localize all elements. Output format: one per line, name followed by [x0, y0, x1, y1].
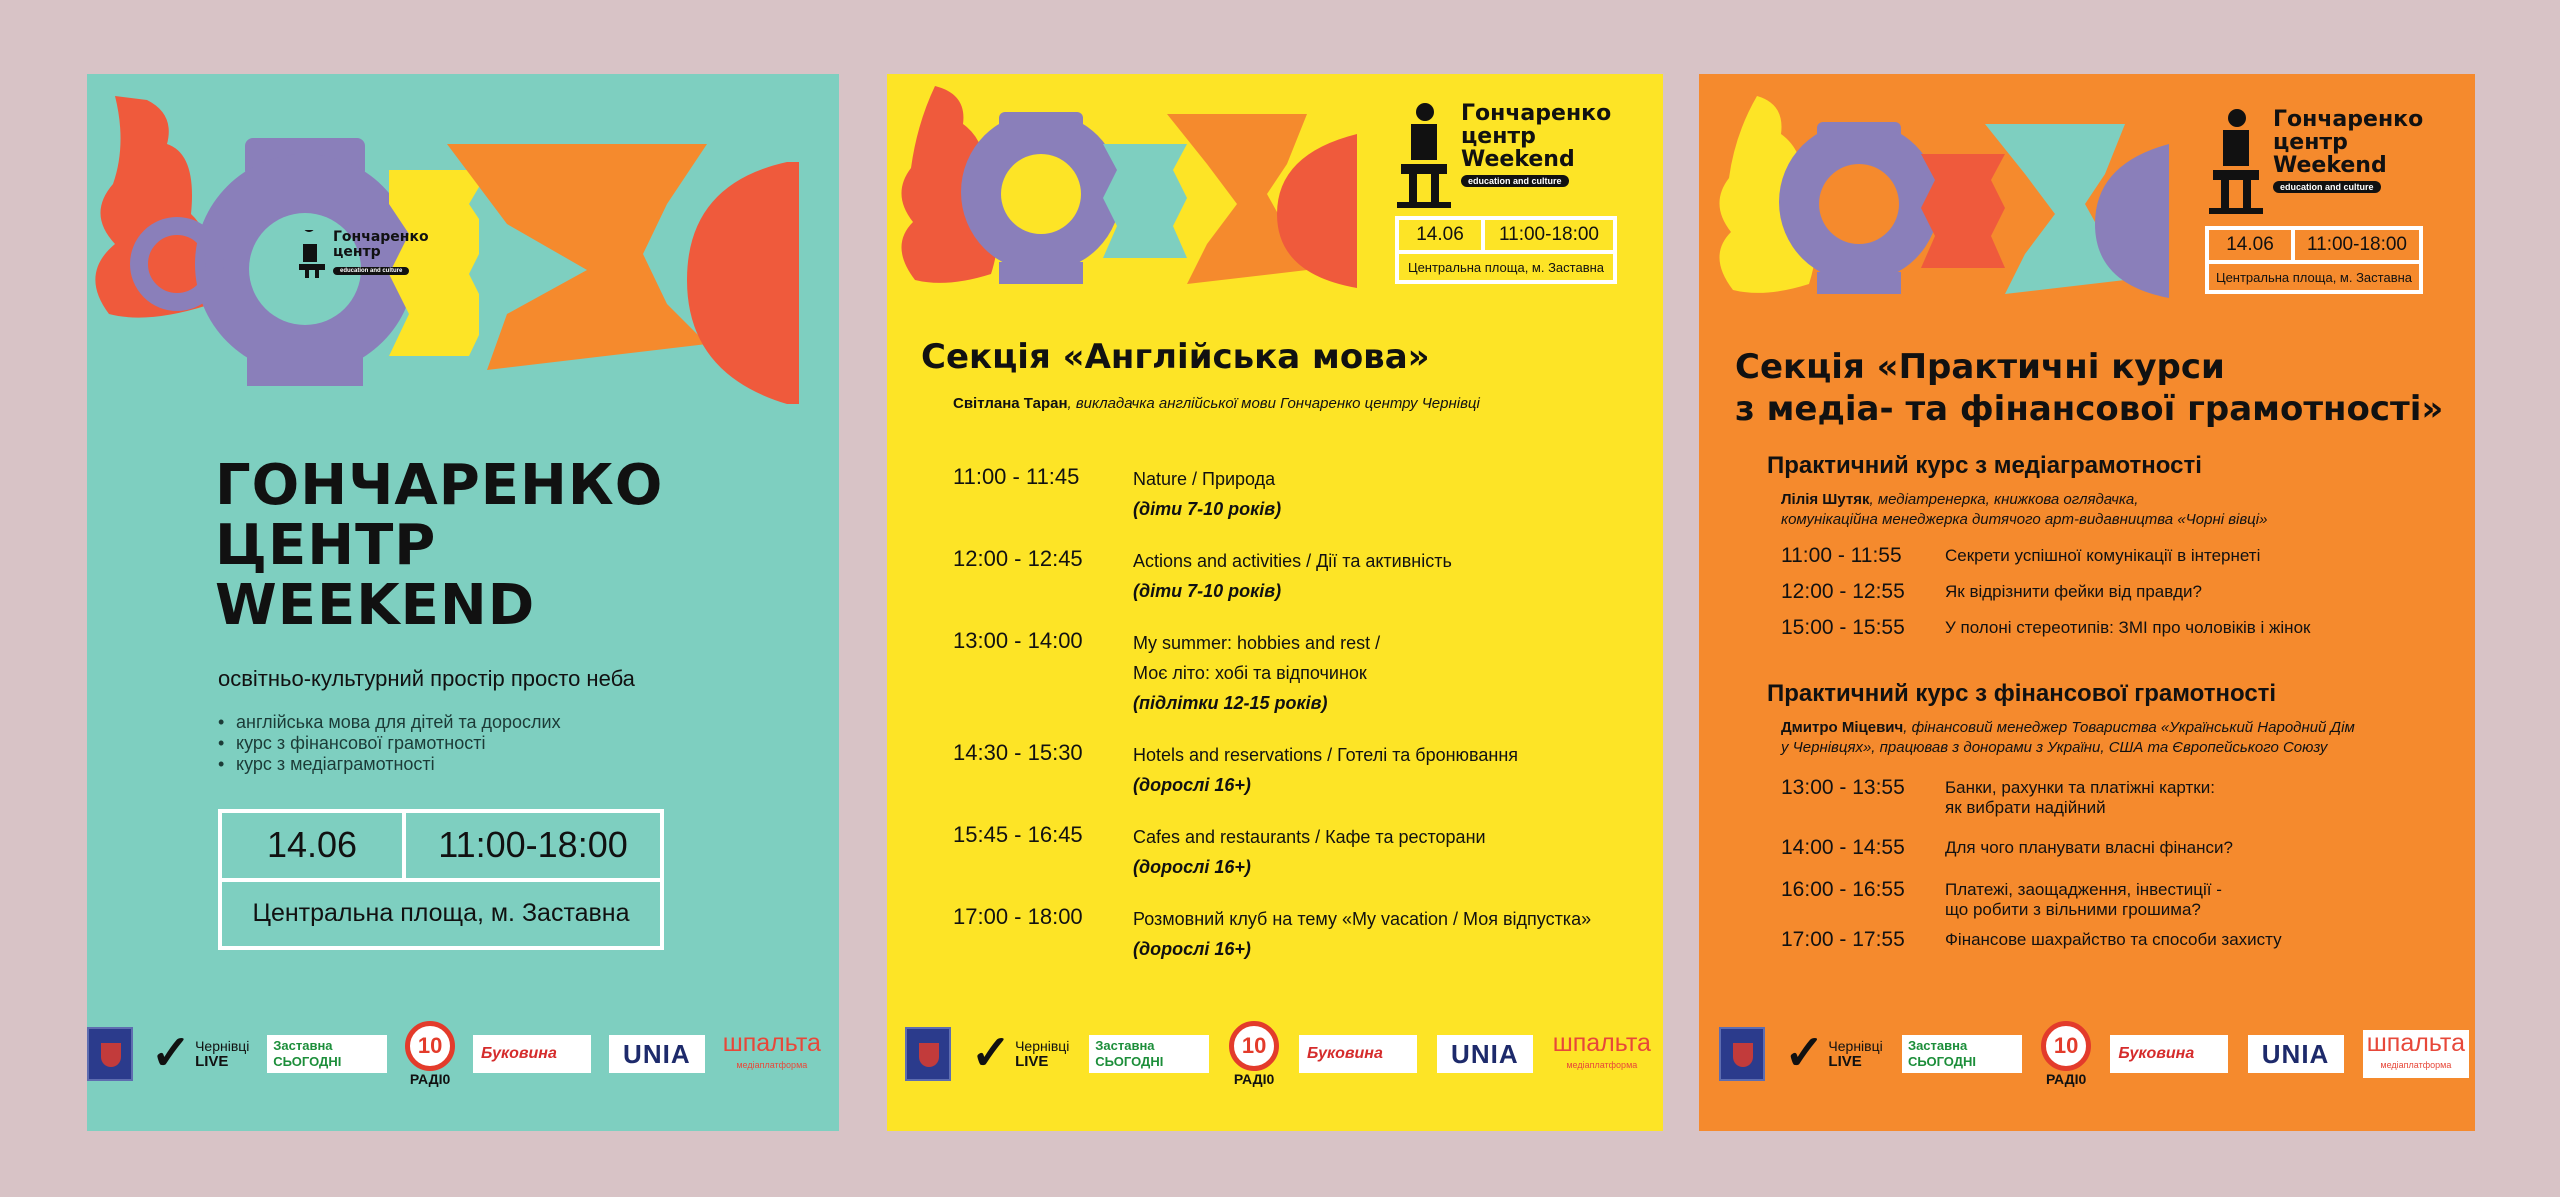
event-date: 14.06 [220, 811, 404, 880]
topic-audience: (діти 7-10 років) [1133, 499, 1282, 519]
schedule-topic [1945, 878, 2222, 920]
chernivtsi-live-logo: ✓ Чернівці LIVE [150, 1027, 250, 1080]
chernivtsi-live-logo: ✓ Чернівці LIVE [970, 1027, 1070, 1080]
event-place: Центральна площа, м. Заставна [2207, 262, 2421, 292]
poster-english [887, 74, 1663, 1131]
sponsors-row [87, 1021, 839, 1087]
shpalta-name: шпальта [2366, 1029, 2465, 1057]
radio10-number: 10 [405, 1021, 455, 1071]
bukovyna-logo: Буковина [2110, 1035, 2228, 1073]
shpalta-name: шпальта [722, 1029, 821, 1057]
zastavna-line2: СЬОГОДНІ [1095, 1054, 1164, 1069]
pottery-art-illustration [87, 74, 839, 414]
coat-of-arms-icon [905, 1027, 951, 1081]
brand-name-line2: центр [1461, 124, 1536, 150]
chernivtsi-live-line2: LIVE [1828, 1053, 1862, 1070]
schedule-row [1781, 878, 2222, 920]
poster-title-line: WEEKEND [215, 573, 536, 638]
schedule-row [1781, 776, 2215, 818]
radio10-number: 10 [2041, 1021, 2091, 1071]
chernivtsi-live-line2: LIVE [1015, 1053, 1049, 1070]
event-info-box [1395, 216, 1617, 284]
zastavna-line1: Заставна [273, 1038, 333, 1053]
schedule-row [953, 740, 1518, 800]
brand-name-line1: Гончаренко [1461, 101, 1612, 126]
section-title-line: Секція «Практичні курси [1735, 347, 2225, 387]
lector-role: , медіатренерка, книжкова оглядачка, [1869, 491, 2139, 508]
schedule-row [953, 822, 1486, 882]
event-place: Центральна площа, м. Заставна [1397, 252, 1615, 282]
radio10-logo [1229, 1021, 1279, 1087]
schedule-topic: Як відрізнити фейки від правди? [1945, 582, 2202, 601]
chernivtsi-live-logo: ✓ Чернівці LIVE [1784, 1027, 1883, 1080]
lector-role: , фінансовий менеджер Товариства «Український Народний Дім [1903, 719, 2355, 736]
zastavna-line2: СЬОГОДНІ [273, 1054, 342, 1069]
section-title: Секція «Англійська мова» [921, 337, 1430, 377]
chernivtsi-live-line1: Чернівці [1828, 1038, 1883, 1054]
radio10-number: 10 [1229, 1021, 1279, 1071]
schedule-row [1781, 616, 2310, 640]
schedule-row [1781, 836, 2233, 860]
zastavna-today-logo [1089, 1035, 1209, 1073]
schedule-row [953, 546, 1452, 606]
media-course-heading: Практичний курс з медіаграмотності [1767, 452, 2202, 479]
bukovyna-logo: Буковина [473, 1035, 591, 1073]
section-title [1735, 346, 2443, 430]
schedule-row [1781, 580, 2202, 604]
brand-name-line3: Weekend [2273, 153, 2387, 179]
coat-of-arms-icon [1719, 1027, 1765, 1081]
shpalta-logo [2363, 1030, 2469, 1078]
brand-tagline: education and culture [1461, 175, 1569, 187]
schedule-topic [1945, 776, 2215, 818]
topic-text: як вибрати надійний [1945, 798, 2106, 817]
shpalta-sub: медіаплатформа [1566, 1060, 1638, 1070]
bukovyna-logo: Буковина [1299, 1035, 1417, 1073]
poster-title-line: ЦЕНТР [215, 513, 437, 578]
topic-text: Банки, рахунки та платіжні картки: [1945, 778, 2215, 797]
schedule-time: 11:00 - 11:55 [1781, 544, 1902, 567]
event-time: 11:00-18:00 [1483, 218, 1615, 252]
schedule-row [953, 464, 1281, 524]
coat-of-arms-icon [87, 1027, 133, 1081]
shpalta-sub: медіаплатформа [736, 1060, 808, 1070]
schedule-topic [1133, 464, 1281, 524]
topic-text: що робити з вільними грошима? [1945, 900, 2201, 919]
sponsors-row [905, 1021, 1657, 1087]
section-title-line: з медіа- та фінансової грамотності» [1735, 389, 2444, 429]
zastavna-today-logo [267, 1035, 387, 1073]
brand-logo [2207, 108, 2423, 216]
event-info-box [2205, 226, 2423, 294]
lector-name: Дмитро Міцевич [1781, 719, 1904, 736]
event-time: 11:00-18:00 [2293, 228, 2421, 262]
lector-role: комунікаційна менеджерка дитячого арт-видавництва «Чорні вівці» [1781, 511, 2268, 528]
brand-tagline: education and culture [2273, 181, 2381, 193]
schedule-time: 14:00 - 14:55 [1781, 836, 1905, 859]
zastavna-today-logo [1902, 1035, 2022, 1073]
radio10-label: РАДІ0 [409, 1071, 451, 1087]
zastavna-line2: СЬОГОДНІ [1907, 1054, 1977, 1069]
topic-text: Платежі, заощадження, інвестиції - [1945, 880, 2222, 899]
schedule-row [953, 628, 1380, 718]
lector-name: Лілія Шутяк [1781, 491, 1870, 508]
lector-name: Світлана Таран [953, 395, 1068, 412]
brand-name-line3: Weekend [1461, 147, 1575, 173]
schedule-time: 13:00 - 14:00 [953, 628, 1083, 653]
topic-text: Nature / Природа [1133, 469, 1276, 489]
event-place: Центральна площа, м. Заставна [220, 880, 662, 949]
brand-name-line2: центр [2273, 130, 2348, 156]
schedule-time: 16:00 - 16:55 [1781, 878, 1905, 901]
center-logo [295, 230, 429, 280]
schedule-time: 14:30 - 15:30 [953, 740, 1083, 765]
schedule-time: 12:00 - 12:55 [1781, 580, 1905, 603]
schedule-topic [1133, 904, 1591, 964]
lector-role: у Чернівцях», працював з донорами з України, США та Європейського Союзу [1781, 739, 2328, 756]
poster-main [87, 74, 839, 1131]
program-list [218, 712, 561, 775]
schedule-row [953, 904, 1591, 964]
topic-text: Розмовний клуб на тему «My vacation / Моя відпустка» [1133, 909, 1592, 929]
schedule-time: 12:00 - 12:45 [953, 546, 1083, 571]
radio10-label: РАДІ0 [2045, 1071, 2087, 1087]
topic-audience: (дорослі 16+) [1133, 857, 1251, 877]
radio10-logo [405, 1021, 455, 1087]
topic-text: Моє літо: хобі та відпочинок [1133, 663, 1367, 683]
topic-audience: (підлітки 12-15 років) [1133, 693, 1328, 713]
poster-literacy [1699, 74, 2475, 1131]
event-date: 14.06 [1397, 218, 1483, 252]
schedule-topic: Для чого планувати власні фінанси? [1945, 838, 2233, 857]
shpalta-sub: медіаплатформа [2380, 1060, 2452, 1070]
schedule-time: 13:00 - 13:55 [1781, 776, 1905, 799]
schedule-topic: У полоні стереотипів: ЗМІ про чоловіків і жінок [1945, 618, 2311, 637]
topic-text: My summer: hobbies and rest / [1133, 633, 1381, 653]
schedule-row [1781, 544, 2260, 568]
program-item: • англійська мова для дітей та дорослих [218, 712, 561, 733]
schedule-time: 17:00 - 17:55 [1781, 928, 1905, 951]
schedule-row [1781, 928, 2282, 952]
sponsors-row [1719, 1021, 2475, 1087]
schedule-topic: Секрети успішної комунікації в інтернеті [1945, 546, 2261, 565]
lector-role: , викладачка англійської мови Гончаренко центру Чернівці [1067, 395, 1480, 412]
chernivtsi-live-line1: Чернівці [195, 1038, 250, 1054]
poster-title [215, 453, 815, 638]
center-logo-tagline: education and culture [333, 267, 409, 275]
event-date: 14.06 [2207, 228, 2293, 262]
unia-logo: UNIA [609, 1035, 705, 1073]
program-item: • курс з медіаграмотності [218, 754, 561, 775]
schedule-time: 11:00 - 11:45 [953, 464, 1080, 489]
chernivtsi-live-line1: Чернівці [1015, 1038, 1070, 1054]
topic-text: Actions and activities / Дії та активність [1133, 551, 1452, 571]
schedule-time: 15:45 - 16:45 [953, 822, 1083, 847]
program-item: • курс з фінансової грамотності [218, 733, 561, 754]
topic-audience: (діти 7-10 років) [1133, 581, 1282, 601]
schedule-topic [1133, 822, 1486, 882]
center-logo-line1: Гончаренко [333, 229, 429, 245]
schedule-topic [1133, 546, 1452, 606]
shpalta-logo [722, 1029, 821, 1076]
poster-title-line: ГОНЧАРЕНКО [215, 453, 664, 518]
event-info-box [218, 809, 664, 950]
schedule-time: 17:00 - 18:00 [953, 904, 1083, 929]
finance-lector-info [1781, 718, 2355, 758]
zastavna-line1: Заставна [1095, 1038, 1155, 1053]
schedule-topic [1133, 740, 1518, 800]
radio10-logo [2041, 1021, 2091, 1087]
center-logo-line2: центр [333, 243, 381, 260]
unia-logo: UNIA [2248, 1035, 2344, 1073]
topic-audience: (дорослі 16+) [1133, 939, 1251, 959]
chernivtsi-live-line2: LIVE [195, 1053, 229, 1070]
schedule-time: 15:00 - 15:55 [1781, 616, 1905, 639]
schedule-topic: Фінансове шахрайство та способи захисту [1945, 930, 2282, 949]
brand-logo [1395, 102, 1611, 210]
event-time: 11:00-18:00 [404, 811, 662, 880]
potter-icon [295, 230, 329, 280]
poster-subtitle: освітньо-культурний простір просто неба [218, 666, 635, 691]
unia-logo: UNIA [1437, 1035, 1533, 1073]
pottery-art-illustration [887, 74, 1367, 304]
potter-icon [1395, 102, 1453, 210]
topic-audience: (дорослі 16+) [1133, 775, 1251, 795]
radio10-label: РАДІ0 [1233, 1071, 1275, 1087]
potter-icon [2207, 108, 2265, 216]
media-lector-info [1781, 490, 2267, 530]
lector-info [953, 394, 1480, 414]
shpalta-logo [1552, 1029, 1651, 1076]
brand-name-line1: Гончаренко [2273, 107, 2424, 132]
zastavna-line1: Заставна [1907, 1038, 1968, 1053]
shpalta-name: шпальта [1552, 1029, 1651, 1057]
topic-text: Cafes and restaurants / Кафе та ресторани [1133, 827, 1486, 847]
pottery-art-illustration [1699, 74, 2179, 314]
topic-text: Hotels and reservations / Готелі та бронювання [1133, 745, 1519, 765]
finance-course-heading: Практичний курс з фінансової грамотності [1767, 680, 2277, 707]
schedule-topic [1133, 628, 1380, 718]
